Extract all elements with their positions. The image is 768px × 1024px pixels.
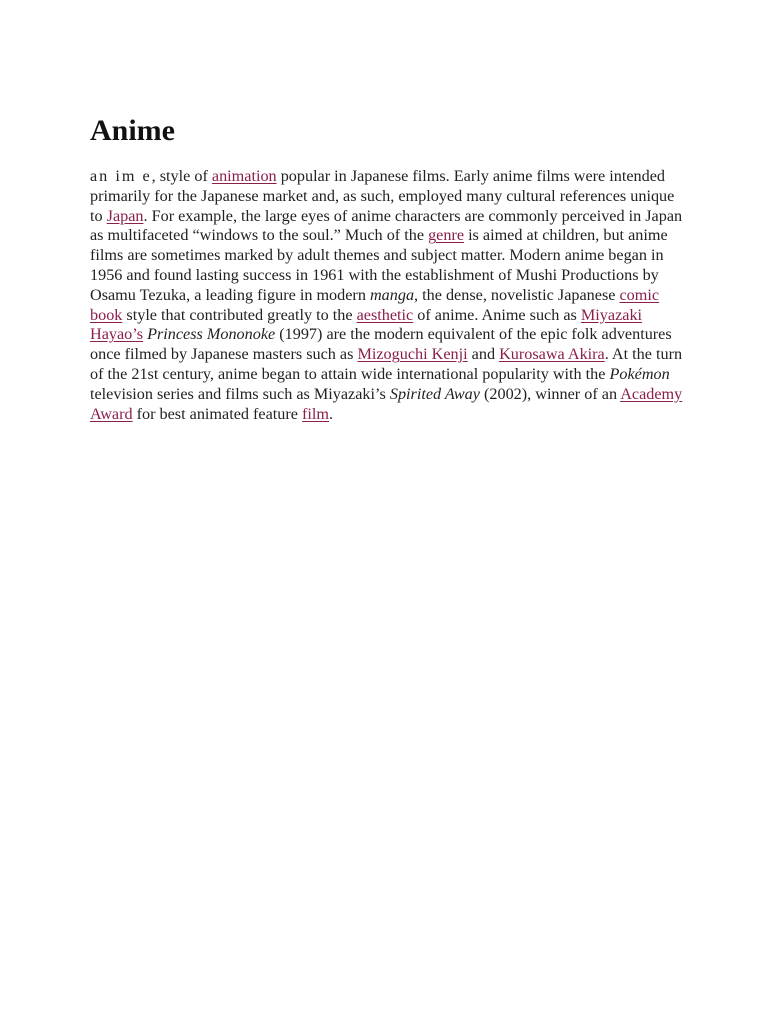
article — [90, 112, 690, 424]
article-body — [90, 167, 690, 424]
text-segment: , style of — [151, 167, 212, 185]
link-comic-book[interactable]: comic book — [90, 285, 660, 324]
link-kurosawa-akira[interactable]: Kurosawa Akira — [499, 345, 605, 364]
link-aesthetic[interactable]: aesthetic — [356, 305, 414, 324]
text-segment: popular in Japanese films. Early anime films were intended primarily for the Japanese market and, as such, employed many cultural references unique to — [90, 167, 675, 225]
link-animation[interactable]: animation — [211, 167, 277, 185]
text-segment: television series and films such as Miyazaki’s — [90, 384, 390, 403]
text-segment: and — [467, 345, 500, 364]
text-segment: of anime. Anime such as — [413, 305, 581, 324]
link-miyazaki-hayao[interactable]: Miyazaki Hayao’s — [90, 305, 643, 344]
link-genre[interactable]: genre — [428, 226, 465, 245]
link-academy-award[interactable]: Academy Award — [90, 384, 683, 423]
text-segment: (1997) are the modern equivalent of the epic folk adventures once filmed by Japanese masters such as — [90, 325, 672, 364]
text-segment: . For example, the large eyes of anime characters are commonly perceived in Japan as multifaceted “windows to the soul.” Much of the — [90, 206, 683, 245]
link-film[interactable]: film — [302, 404, 329, 423]
text-segment: style that contributed greatly to the — [122, 305, 357, 324]
page-title: Anime — [90, 114, 175, 147]
pronunciation: an im e — [90, 167, 152, 185]
link-mizoguchi-kenji[interactable]: Mizoguchi Kenji — [357, 345, 468, 364]
italic-spirited-away: Spirited Away — [389, 384, 480, 403]
italic-princess-mononoke: Princess Mononoke — [147, 325, 276, 344]
text-segment: . At the turn of the 21st century, anime began to attain wide international popularity with the — [90, 345, 683, 383]
text-segment: (2002), winner of an — [479, 384, 621, 403]
text-segment: . — [329, 404, 334, 423]
text-segment: , the dense, novelistic Japanese — [414, 285, 620, 304]
link-japan[interactable]: Japan — [106, 206, 144, 225]
text-segment: for best animated feature — [132, 404, 303, 423]
italic-manga: manga — [369, 285, 415, 304]
text-segment: is aimed at children, but anime films are sometimes marked by adult themes and subject matter. Modern anime began in 1956 and found lasting success in 1961 with the establishment of Mushi Productions by Osamu Tezuka, a leading figure in modern — [90, 226, 668, 304]
italic-pokemon: Pokémon — [609, 364, 670, 383]
